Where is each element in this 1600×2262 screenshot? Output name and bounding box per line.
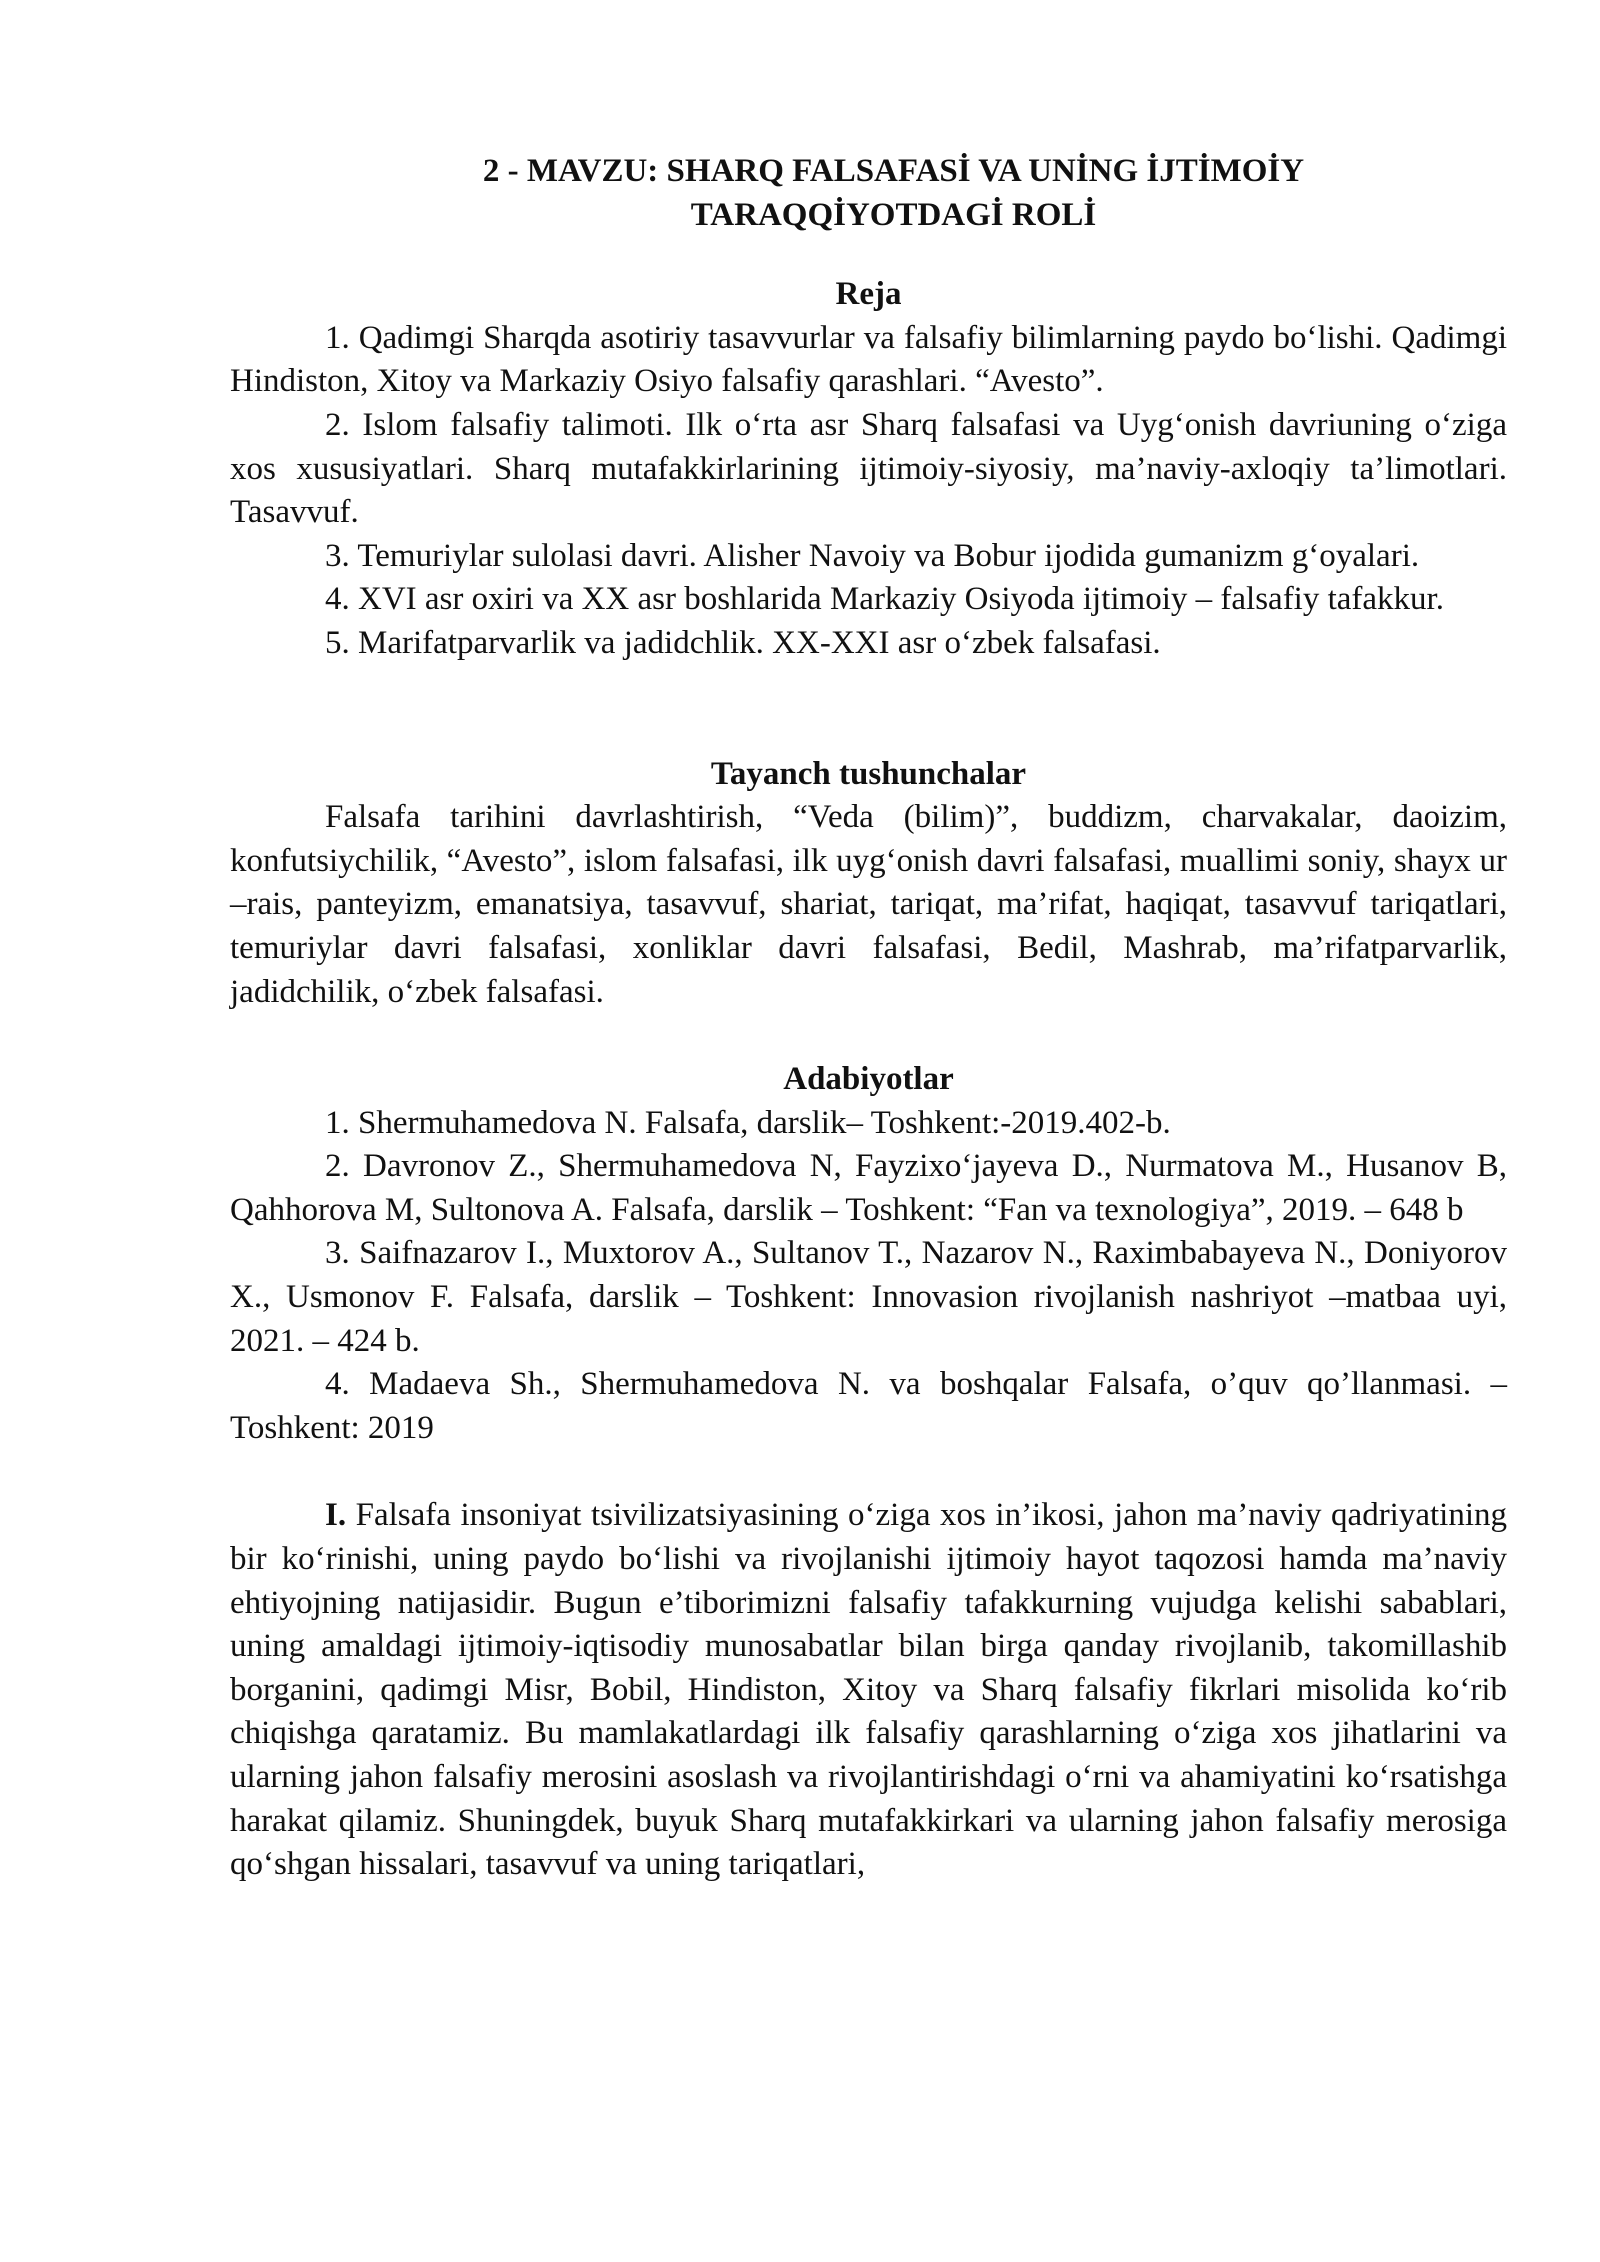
section-one xyxy=(230,1494,1507,1886)
adabiyot-item-1: 1. Shermuhamedova N. Falsafa, darslik– Toshkent:-2019.402-b. xyxy=(325,1104,1171,1141)
reja-item-3: 3. Temuriylar sulolasi davri. Alisher Navoiy va Bobur ijodida gumanizm g‘oyalari. xyxy=(325,537,1420,574)
title-line-2: TARAQQİYOTDAGİ ROLİ xyxy=(690,196,1097,233)
adabiyot-item-3: 3. Saifnazarov I., Muxtorov A., Sultanov T., Nazarov N., Raximbabayeva N., Doniyorov X., Usmonov F. Falsafa, darslik – Toshkent: Innovasion rivojlanish nashriyot –matbaa uyi, 2021. – 424 b. xyxy=(230,1235,1507,1359)
reja-item-1: 1. Qadimgi Sharqda asotiriy tasavvurlar va falsafiy bilimlarning paydo bo‘lishi. Qadimgi Hindiston, Xitoy va Markaziy Osiyo falsafiy qarashlari. “Avesto”. xyxy=(230,319,1507,400)
title-line-1: 2 - MAVZU: SHARQ FALSAFASİ VA UNİNG İJTİMOİY xyxy=(482,153,1305,189)
tayanch-text: Falsafa tarihini davrlashtirish, “Veda (bilim)”, buddizm, charvakalar, daoizim, konfutsiychilik, “Avesto”, islom falsafasi, ilk uyg‘onish davri falsafasi, muallimi soniy, shayx ur –rais, panteyizm, emanatsiya, tasavvuf, shariat, tariqat, ma’rifat, haqiqat, tasavvuf tariqatlari, temuriylar davri falsafasi, xonliklar davri falsafasi, Bedil, Mashrab, ma’rifatparvarlik, jadidchilik, o‘zbek falsafasi. xyxy=(230,799,1507,1010)
tayanch-heading: Tayanch tushunchalar xyxy=(710,755,1027,792)
section-one-text: Falsafa insoniyat tsivilizatsiyasining o‘ziga xos in’ikosi, jahon ma’naviy qadriyatining bir ko‘rinishi, uning paydo bo‘lishi va rivojlanishi ijtimoiy hayot taqozosi hamda ma’naviy ehtiyojning natijasidir. Bugun e’tiborimizni falsafiy tafakkurning vujudga kelishi sabablari, uning amaldagi ijtimoiy-iqtisodiy munosabatlar bilan birga qanday rivojlanib, takomillashib borganini, qadimgi Misr, Bobil, Hindiston, Xitoy va Sharq falsafiy fikrlari misolida ko‘rib chiqishga qaratamiz. Bu mamlakatlardagi ilk falsafiy qarashlarning o‘ziga xos jihatlarini va ularning jahon falsafiy merosini asoslash va rivojlantirishdagi o‘rni va ahamiyatini ko‘rsatishga harakat qilamiz. Shuningdek, buyuk Sharq mutafakkirkari va ularning jahon falsafiy merosiga qo‘shgan hissalari, tasavvuf va uning tariqatlari, xyxy=(230,1497,1507,1883)
reja-heading: Reja xyxy=(835,276,902,313)
reja-section xyxy=(230,273,1507,665)
adabiyot-item-2: 2. Davronov Z., Shermuhamedova N, Fayzixo‘jayeva D., Nurmatova M., Husanov B, Qahhorova M, Sultonova A. Falsafa, darslik – Toshkent: “Fan va texnologiya”, 2019. – 648 b xyxy=(230,1148,1507,1228)
section-one-paragraph xyxy=(230,1494,1507,1886)
tayanch-section xyxy=(230,753,1507,1015)
spacer xyxy=(230,1014,1507,1058)
reja-item-4: 4. XVI asr oxiri va XX asr boshlarida Markaziy Osiyoda ijtimoiy – falsafiy tafakkur. xyxy=(325,581,1444,618)
spacer xyxy=(230,666,1507,753)
adabiyotlar-section xyxy=(230,1058,1507,1450)
reja-item-5: 5. Marifatparvarlik va jadidchlik. XX-XXI asr o‘zbek falsafasi. xyxy=(325,624,1161,661)
adabiyot-item-4: 4. Madaeva Sh., Shermuhamedova N. va boshqalar Falsafa, o’quv qo’llanmasi. –Toshkent: 2019 xyxy=(230,1366,1507,1446)
spacer xyxy=(230,1450,1507,1494)
reja-item-2: 2. Islom falsafiy talimoti. Ilk o‘rta asr Sharq falsafasi va Uyg‘onish davriuning o‘ziga xos xususiyatlari. Sharq mutafakkirlarining ijtimoiy-siyosiy, ma’naviy-axloqiy ta’limotlari. Tasavvuf. xyxy=(230,406,1507,531)
document-title xyxy=(230,150,1507,237)
adabiyotlar-heading: Adabiyotlar xyxy=(783,1061,954,1098)
section-one-label: I. xyxy=(325,1497,347,1534)
